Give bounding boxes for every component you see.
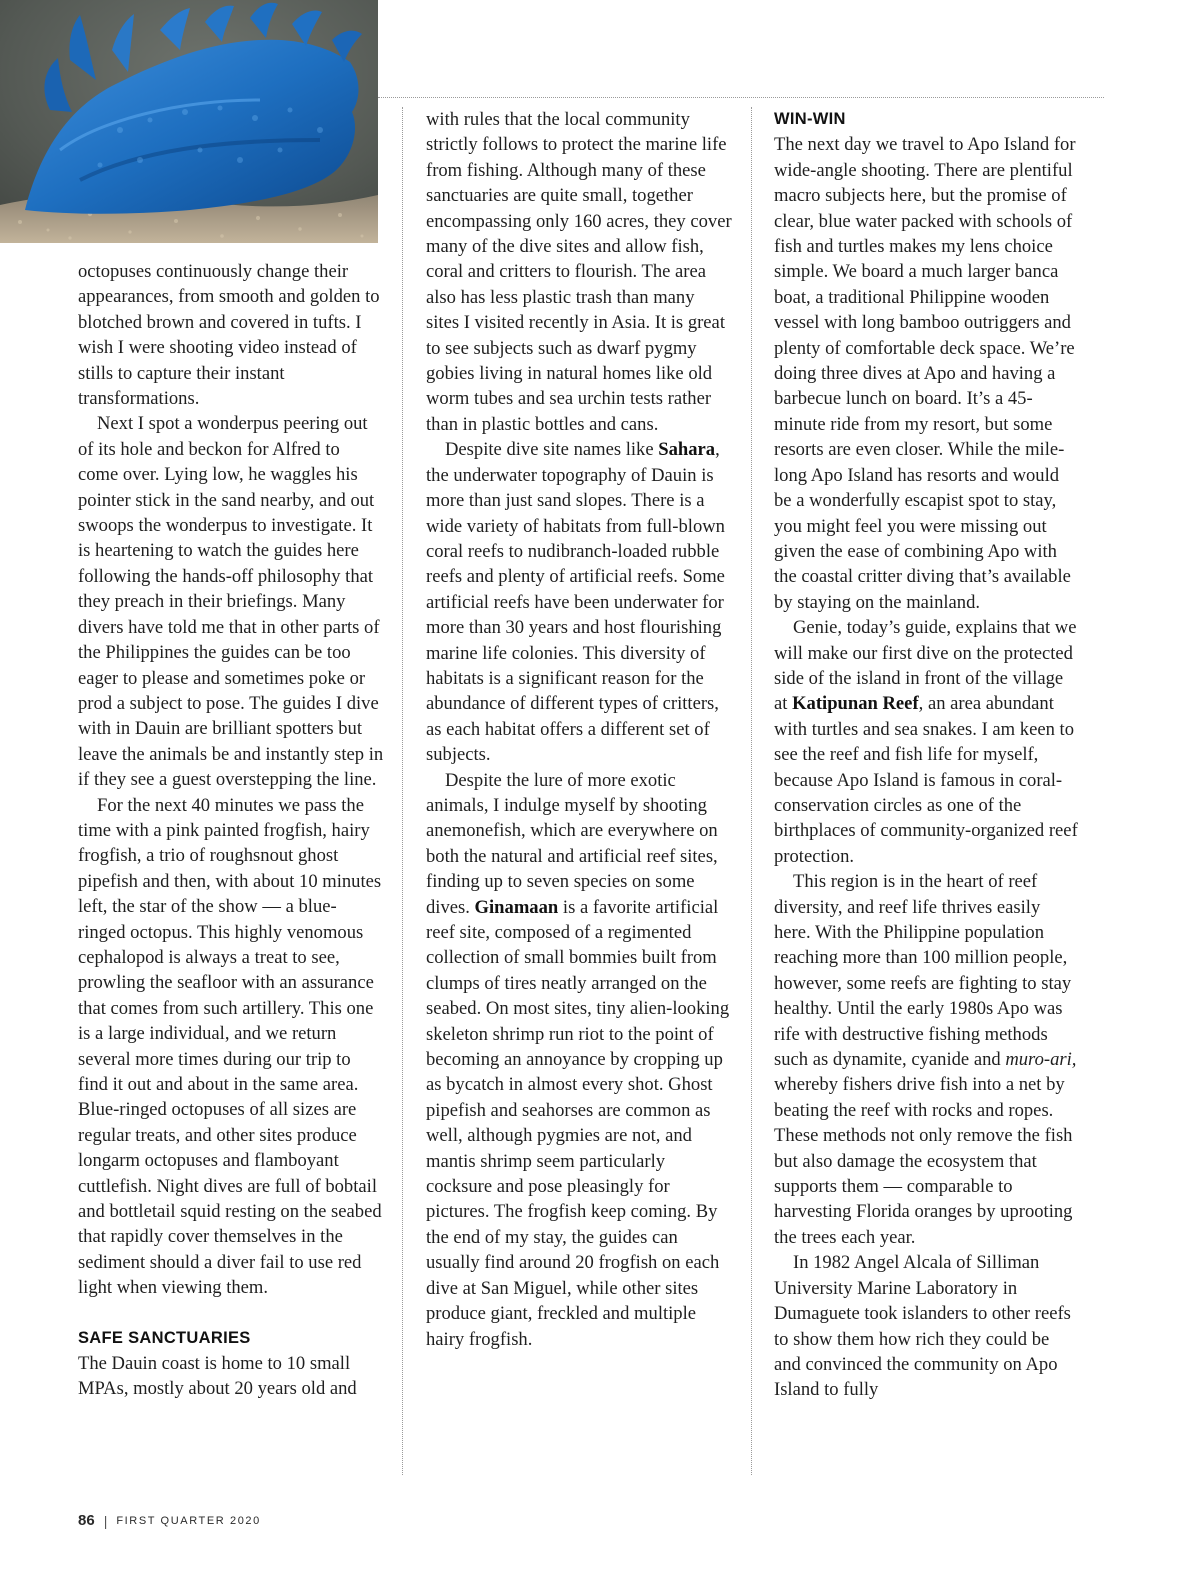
nudibranch-photo [0,0,378,243]
site-name-ginamaan: Ginamaan [474,896,559,918]
paragraph: Despite dive site names like Sahara, the underwater topography of Dauin is more than just sand slopes. There is a wide variety of habitats from full-blown coral reefs to nudibranch-loaded rubble reefs and plenty of artificial reefs. Some artificial reefs have been underwater for more than 30 years and host flourishing marine life colonies. This diversity of habitats is a significant reason for the abundance of different types of critters, as each habitat offers a different set of subjects. [426,439,725,766]
paragraph: In 1982 Angel Alcala of Silliman University Marine Laboratory in Dumaguete took islanders to other reefs to show them how rich they could be and convinced the community on Apo Island to fully [774,1252,1071,1401]
section-heading-safe-sanctuaries: SAFE SANCTUARIES [78,1328,251,1347]
paragraph: octopuses continuously change their appearances, from smooth and golden to blotched brown and covered in tufts. I wish I were shooting video instead of stills to capture their instant transformations. [78,261,380,410]
site-name-sahara: Sahara [658,439,716,461]
paragraph: Genie, today’s guide, explains that we will make our first dive on the protected side of the island in front of the village at Katipunan Reef, an area abundant with turtles and sea snakes. I am keen to see the reef and fish life for myself, because Apo Island is famous in coral-conservation circles as one of the birthplaces of community-organized reef protection. [774,617,1078,867]
text-column-2 [426,107,732,1352]
column-divider-1 [402,107,403,1475]
site-name-katipunan-reef: Katipunan Reef [792,693,919,715]
issue-label: FIRST QUARTER 2020 [116,1514,261,1527]
page-footer [78,1512,261,1529]
text-column-3 [774,107,1080,1403]
top-dotted-rule [378,97,1104,98]
paragraph: For the next 40 minutes we pass the time with a pink painted frogfish, hairy frogfish, a trio of roughsnout ghost pipefish and then, with about 10 minutes left, the star of the show — a blue-ringed octopus. This highly venomous cephalopod is always a treat to see, prowling the seafloor with an assurance that comes from such artillery. This one is a large individual, and we return several more times during our trip to find it out and about in the same area. Blue-ringed octopuses of all sizes are regular treats, and other sites produce longarm octopuses and flamboyant cuttlefish. Night dives are full of bobtail and bottletail squid resting on the seabed that rapidly cover themselves in the sediment should a diver fail to use red light when viewing them. [78,794,382,1299]
page-number: 86 [78,1512,95,1529]
paragraph: Despite the lure of more exotic animals, I indulge myself by shooting anemonefish, which are everywhere on both the natural and artificial reef sites, finding up to seven species on some dives. Ginamaan is a favorite artificial reef site, composed of a regimented collection of small bommies built from clumps of tires neatly arranged on the seabed. On most sites, tiny alien-looking skeleton shrimp run riot to the point of becoming an annoyance by cropping up as bycatch in almost every shot. Ghost pipefish and seahorses are common as well, although pygmies are not, and mantis shrimp seem particularly cocksure and pose pleasingly for pictures. The frogfish keep coming. By the end of my stay, the guides can usually find around 20 frogfish on each dive at San Miguel, while other sites produce giant, freckled and multiple hairy frogfish. [426,769,730,1350]
term-muro-ari: muro-ari, [1005,1049,1077,1071]
footer-separator: | [103,1512,108,1529]
nudibranch-illustration [0,0,378,243]
paragraph: Next I spot a wonderpus peering out of its hole and beckon for Alfred to come over. Lying low, he waggles his pointer stick in the sand nearby, and out swoops the wonderpus to investigate. It is heartening to watch the guides here following the hands-off philosophy that they preach in their briefings. Many divers have told me that in other parts of the Philippines the guides can be too eager to please and sometimes poke or prod a subject to pose. The guides I dive with in Dauin are brilliant spotters but leave the animals be and instantly step in if they see a guest overstepping the line. [78,413,384,791]
paragraph: The Dauin coast is home to 10 small MPAs, mostly about 20 years old and [78,1353,357,1400]
column-divider-2 [751,107,752,1475]
paragraph: with rules that the local community strictly follows to protect the marine life from fishing. Although many of these sanctuaries are quite small, together encompassing only 160 acres, they cover many of the dive sites and allow fish, coral and critters to flourish. The area also has less plastic trash than many sites I visited recently in Asia. It is great to see subjects such as dwarf pygmy gobies living in natural homes like old worm tubes and sea urchin tests rather than in plastic bottles and cans. [426,109,732,435]
paragraph: This region is in the heart of reef diversity, and reef life thrives easily here. With the Philippine population reaching more than 100 million people, however, some reefs are fighting to stay healthy. Until the early 1980s Apo was rife with destructive fishing methods such as dynamite, cyanide and muro-ari, whereby fishers drive fish into a net by beating the reef with rocks and ropes. These methods not only remove the fish but also damage the ecosystem that supports them — comparable to harvesting Florida oranges by uprooting the trees each year. [774,871,1077,1248]
text-column-1 [78,259,384,1402]
paragraph: The next day we travel to Apo Island for wide-angle shooting. There are plentiful macro subjects here, but the promise of clear, blue water packed with schools of fish and turtles makes my lens choice simple. We board a much larger banca boat, a traditional Philippine wooden vessel with long bamboo outriggers and plenty of comfortable deck space. We’re doing three dives at Apo and having a barbecue lunch on board. It’s a 45-minute ride from my resort, but some resorts are even closer. While the mile-long Apo Island has resorts and would be a wonderfully escapist spot to stay, you might feel you were missing out given the ease of combining Apo with the coastal critter diving that’s available by staying on the mainland. [774,134,1076,613]
section-heading-win-win: WIN-WIN [774,110,846,128]
